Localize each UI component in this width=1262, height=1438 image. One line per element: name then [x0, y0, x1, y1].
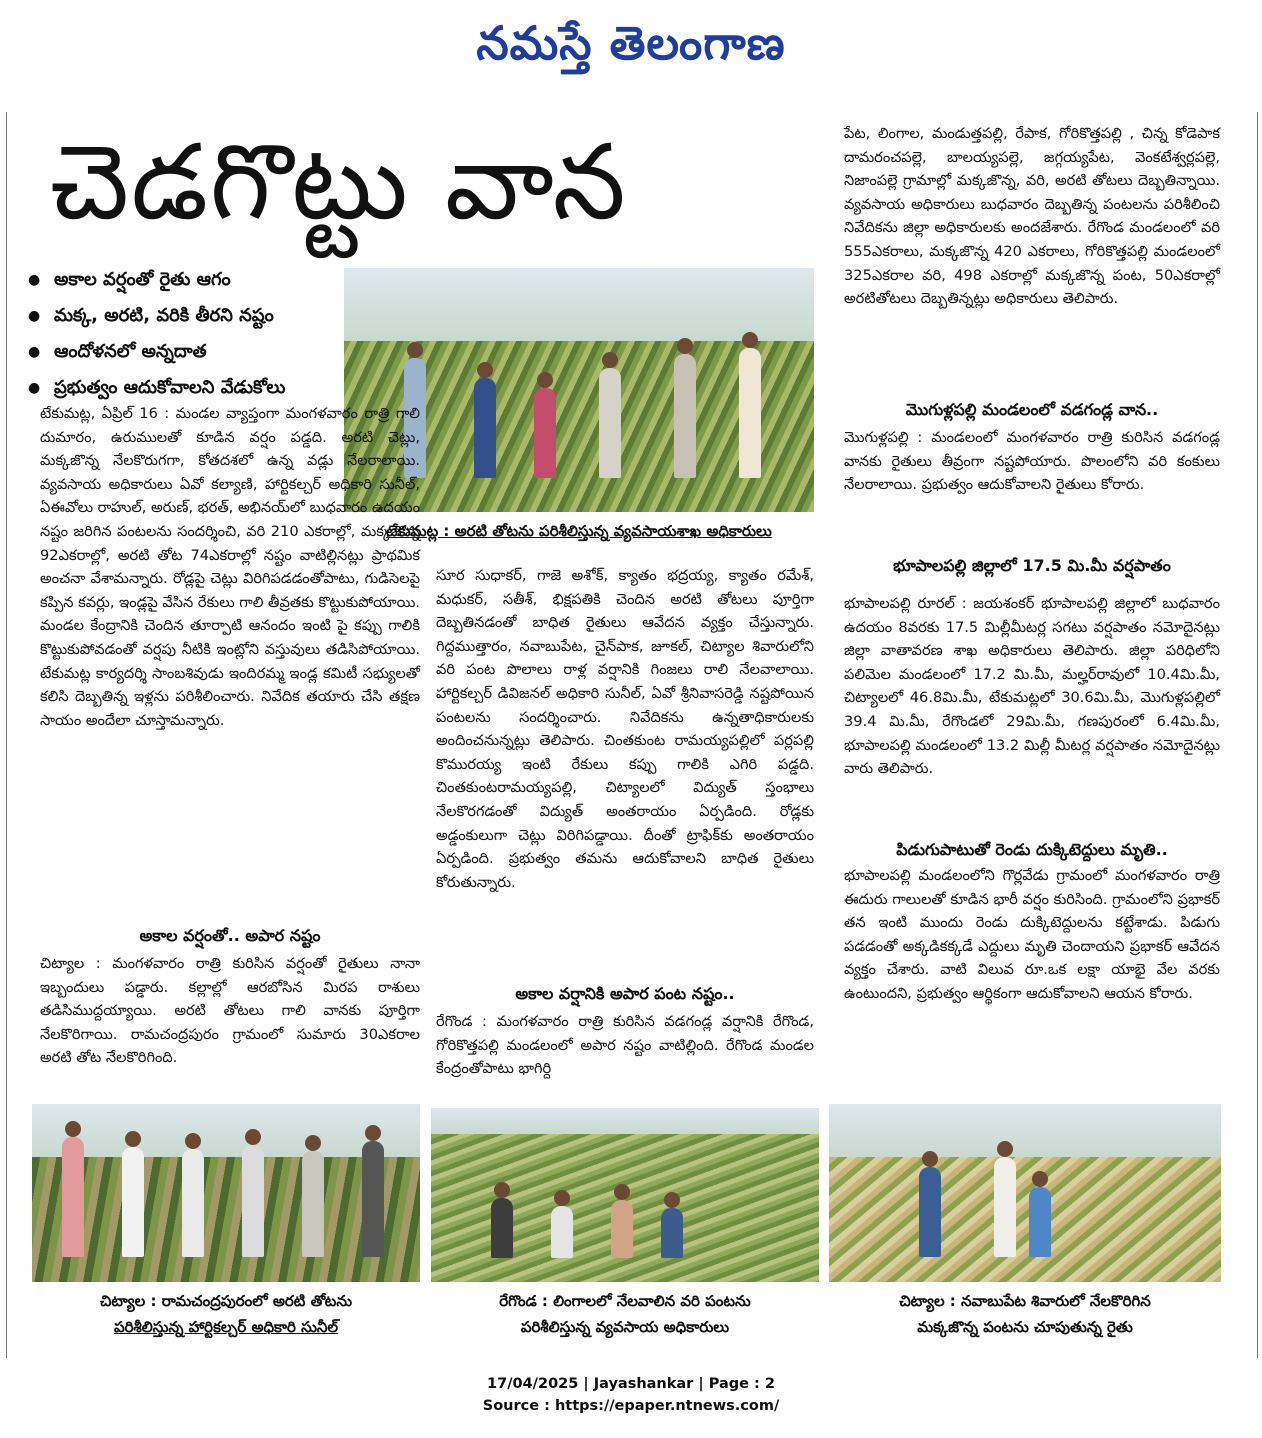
- highlight-item: ● ఆందోళనలో అన్నదాత: [28, 334, 348, 370]
- caption-line: చిట్యాల : రామచంద్రపురంలో అరటి తోటను: [99, 1292, 353, 1310]
- headline: చెడగొట్టు వాన: [50, 121, 628, 243]
- bottom-photo-3: [829, 1104, 1221, 1282]
- column-2-paragraph-2: రేగొండ : మంగళవారం రాత్రి కురిసిన వడగండ్ల వర్షానికి రేగొండ, గోరికొత్తపల్లి మండలంలో అపార నష్టం వాటిల్లింది. రేగొండ మండల కేంద్రంతోపాటు భాగిర్ది: [436, 1013, 814, 1078]
- main-photo-caption: టేకుమట్ల : అరటి తోటను పరిశీలిస్తున్న వ్యవసాయశాఖ అధికారులు: [386, 522, 772, 540]
- column-1-paragraph-2: చిట్యాల : మంగళవారం రాత్రి కురిసిన వర్షంతో రైతులు నానా ఇబ్బందులు పడ్డారు. కల్లాల్లో ఆరబోసిన మిరప రాశులు తడిసిముద్దయ్యాయి. అరటి తోటలు గాలి వానకు పూర్తిగా నేలకొరిగాయి. రామచంద్రపురం గ్రామంలో సుమారు 30ఎకరాల అరటి తోట నేలకొరిగింది.: [40, 955, 420, 1067]
- column-1-body: [40, 402, 420, 732]
- caption-line: రేగొండ : లింగాలలో నేలవాలిన వరి పంటను: [499, 1292, 751, 1310]
- column-3-subhead-3: పిడుగుపాటుతో రెండు దుక్కిటెద్దులు మృతి..: [896, 840, 1168, 859]
- column-3-paragraph-2: మొగుళ్లపల్లి : మండలంలో మంగళవారం రాత్రి కురిసిన వడగండ్ల వానకు రైతులు తీవ్రంగా నష్టపోయారు. పొలంలోని వరి కంకులు నేలరాలాయి. ప్రభుత్వం ఆదుకోవాలని రైతులు కోరారు.: [844, 429, 1220, 494]
- bottom-photo-1-caption: [32, 1288, 420, 1340]
- caption-line: చిట్యాల : నవాబుపేట శివారులో నేలకొరిగిన: [899, 1292, 1151, 1310]
- column-3-paragraph-4: భూపాలపల్లి మండలంలోని గొర్లవేడు గ్రామంలో మంగళవారం రాత్రి ఈదురు గాలులతో కూడిన భారీ వర్షం కురిసింది. గ్రామంలోని ప్రభాకర్ తన ఇంటి ముందు రెండు దుక్కిటెద్దులను కట్టేశాడు. పిడుగు పడడంతో అక్కడికక్కడే ఎద్దులు మృతి చెందాయని ప్రభాకర్ ఆవేదన వ్యక్తం చేశారు. వాటి విలువ రూ.ఒక లక్షా యాభై వేల వరకు ఉంటుందని, ప్రభుత్వం ఆర్థికంగా ఆదుకోవాలని ఆయన కోరారు.: [844, 867, 1220, 1002]
- column-1-body-2: [40, 952, 420, 1070]
- highlights-list: [28, 262, 348, 406]
- column-3-body: [844, 122, 1220, 311]
- column-1-subhead: అకాల వర్షంతో.. అపార నష్టం: [139, 926, 321, 945]
- column-3-paragraph-1: పేట, లింగాల, మండుత్తపల్లి, రేపాక, గోరికొత్తపల్లి , చిన్న కోడెపాక దామరంచపల్లె, బాలయ్యపల్లె, జగ్గయ్యపేట, వెంకటేశ్వర్లపల్లె, నిజాంపల్లె గ్రామాల్లో మక్కజొన్న, వరి, అరటి తోటలు దెబ్బతిన్నాయి. వ్యవసాయ అధికారులు బుధవారం దెబ్బతిన్న పంటలను పరిశీలించి నివేదికను జిల్లా అధికారులకు అందజేశారు. రేగొండ మండలంలో వరి 555ఎకరాలు, మక్కజొన్న 420 ఎకరాలు, గోరికొత్తపల్లి మండలంలో 325ఎకరాల వరి, 498 ఎకరాల్లో మక్కజొన్న పంట, 50ఎకరాల్లో అరటితోటలు దెబ్బతిన్నట్లు అధికారులు తెలిపారు.: [844, 125, 1220, 308]
- highlight-item: ● అకాల వర్షంతో రైతు ఆగం: [28, 262, 348, 298]
- bottom-photo-1: [32, 1104, 420, 1282]
- column-3-body-4: [844, 864, 1220, 1006]
- column-2-body-2: [436, 1010, 814, 1081]
- column-3-body-3: [844, 592, 1220, 781]
- column-2-paragraph-1: సూర సుధాకర్, గాజె అశోక్, క్యాతం భద్రయ్య, క్యాతం రమేశ్, మధుకర్, సతీశ్, భిక్షపతికి చెందిన అరటి తోటలు పూర్తిగా దెబ్బతినడంతో బాధిత రైతులు ఆవేదన వ్యక్తం చేస్తున్నారు. గిద్దముత్తారం, నవాబుపేట, చైన్‌పాక, జూకల్, చిట్యాల శివారులోని వరి పంట పొలాలు రాళ్ల వర్షానికి గింజలు రాలి నేలవాలాయి. హార్టికల్చర్ డివిజనల్ అధికారి సునీల్, ఏవో శ్రీనివాసరెడ్డి నష్టపోయిన పంటలను సందర్శించారు. నివేదికను ఉన్నతాధికారులకు అందించనున్నట్లు తెలిపారు. చింతకుంట రామయ్యపల్లిలో పర్లపల్లి కొమురయ్య ఇంటి రేకులు కప్పు గాలికి ఎగిరి పడ్డది. చింతకుంటరామయ్యపల్లి, చిట్యాలలో విద్యుత్ స్తంభాలు నేలకొరగడంతో విద్యుత్ అంతరాయం ఏర్పడింది. రోడ్లకు అడ్డంకులుగా చెట్లు విరిగిపడ్డాయి. దీంతో ట్రాఫిక్‌కు అంతరాయం ఏర్పడింది. ప్రభుత్వం తమను ఆదుకోవాలని బాధిత రైతులు కోరుతున్నారు.: [436, 567, 814, 891]
- column-1-paragraph-1: టేకుమట్ల, ఏప్రిల్ 16 : మండల వ్యాప్తంగా మంగళవారం రాత్రి గాలి దుమారం, ఉరుములతో కూడిన వర్షం పడ్డది. అరటి చెట్లు, మక్కజొన్న నేలకొరుగగా, కోతదశలో ఉన్న వడ్లు నేలరాలాయి. వ్యవసాయ అధికారులు ఏవో కల్యాణి, హార్టికల్చర్ అధికారి సునీల్, ఏఈవోలు రాహుల్, అరుణ్, భరత్, అభినయ్‌లో బుధవారం ఉదయం నష్టం జరిగిన పంటలను సందర్శించి, వరి 210 ఎకరాల్లో, మక్కజొన్న 92ఎకరాల్లో, అరటి తోట 74ఎకరాల్లో నష్టం వాటిల్లినట్లు ప్రాథమిక అంచనా వేశామన్నారు. రోడ్లపై చెట్లు విరిగిపడడంతోపాటు, గుడిసెలపై కప్పిన కవర్లు, ఇండ్లపై వేసిన రేకులు గాలి తీవ్రతకు కొట్టుకుపోయాయి. మండల కేంద్రానికి చెందిన తూర్పాటి ఆనందం ఇంటి పై కప్పు గాలికి కొట్టుకుపోవడంతో వర్షపు నీటికి ఇంట్లోని వస్తువులు తడిసిపోయాయి. టేకుమట్ల కార్యదర్శి సాంబశివుడు ఇందిరమ్మ ఇండ్ల కమిటీ సభ్యులతో కలిసి దెబ్బతిన్న ఇళ్లను పరిశీలించారు. నివేదిక తయారు చేసి తక్షణ సాయం అందేలా చూస్తామన్నారు.: [40, 405, 421, 729]
- highlight-item: ● ప్రభుత్వం ఆదుకోవాలని వేడుకోలు: [28, 370, 348, 406]
- footer-dateline: 17/04/2025 | Jayashankar | Page : 2: [487, 1376, 775, 1392]
- column-3-subhead-2: భూపాలపల్లి జిల్లాలో 17.5 మి.మీ వర్షపాతం: [893, 556, 1171, 575]
- column-3-subhead-1: మొగుళ్లపల్లి మండలంలో వడగండ్ల వాన..: [905, 400, 1159, 419]
- highlight-item: ● మక్క, అరటి, వరికి తీరని నష్టం: [28, 298, 348, 334]
- bottom-photo-3-caption: [829, 1288, 1221, 1340]
- column-3-paragraph-3: భూపాలపల్లి రూరల్ : జయశంకర్ భూపాలపల్లి జిల్లాలో బుధవారం ఉదయం 8వరకు 17.5 మిల్లీమీటర్ల సగటు వర్షపాతం నమోదైనట్లు జిల్లా వాతావరణ శాఖ అధికారులు తెలిపారు. జిల్లా పరిధిలోని పలిమెల మండలంలో 17.2 మి.మీ, మల్హర్‌రావులో 10.4మి.మీ, చిట్యాలలో 46.8మి.మీ, టేకుమట్లలో 30.6మి.మీ, మొగుళ్లపల్లిలో 39.4 మి.మీ, రేగొండలో 29మి.మీ, గణపురంలో 6.4మి.మీ, భూపాలపల్లి మండలంలో 13.2 మిల్లీ మీటర్ల వర్షపాతం నమోదైనట్లు వారు తెలిపారు.: [844, 595, 1220, 778]
- caption-line: పరిశీలిస్తున్న హార్టికల్చర్ అధికారి సునీల్: [113, 1318, 339, 1336]
- caption-line: మక్కజొన్న పంటను చూపుతున్న రైతు: [917, 1318, 1133, 1336]
- column-2-subhead: అకాల వర్షానికి అపార పంట నష్టం..: [515, 984, 735, 1003]
- masthead: [0, 8, 1262, 78]
- bottom-photo-2: [431, 1108, 819, 1282]
- column-2-body: [436, 564, 814, 894]
- column-3-body-2: [844, 426, 1220, 497]
- masthead-logo: నమస్తే తెలంగాణ: [476, 16, 786, 70]
- footer-source: Source : https://epaper.ntnews.com/: [482, 1398, 780, 1414]
- bottom-photo-2-caption: [431, 1288, 819, 1340]
- caption-line: పరిశీలిస్తున్న వ్యవసాయ అధికారులు: [520, 1318, 730, 1336]
